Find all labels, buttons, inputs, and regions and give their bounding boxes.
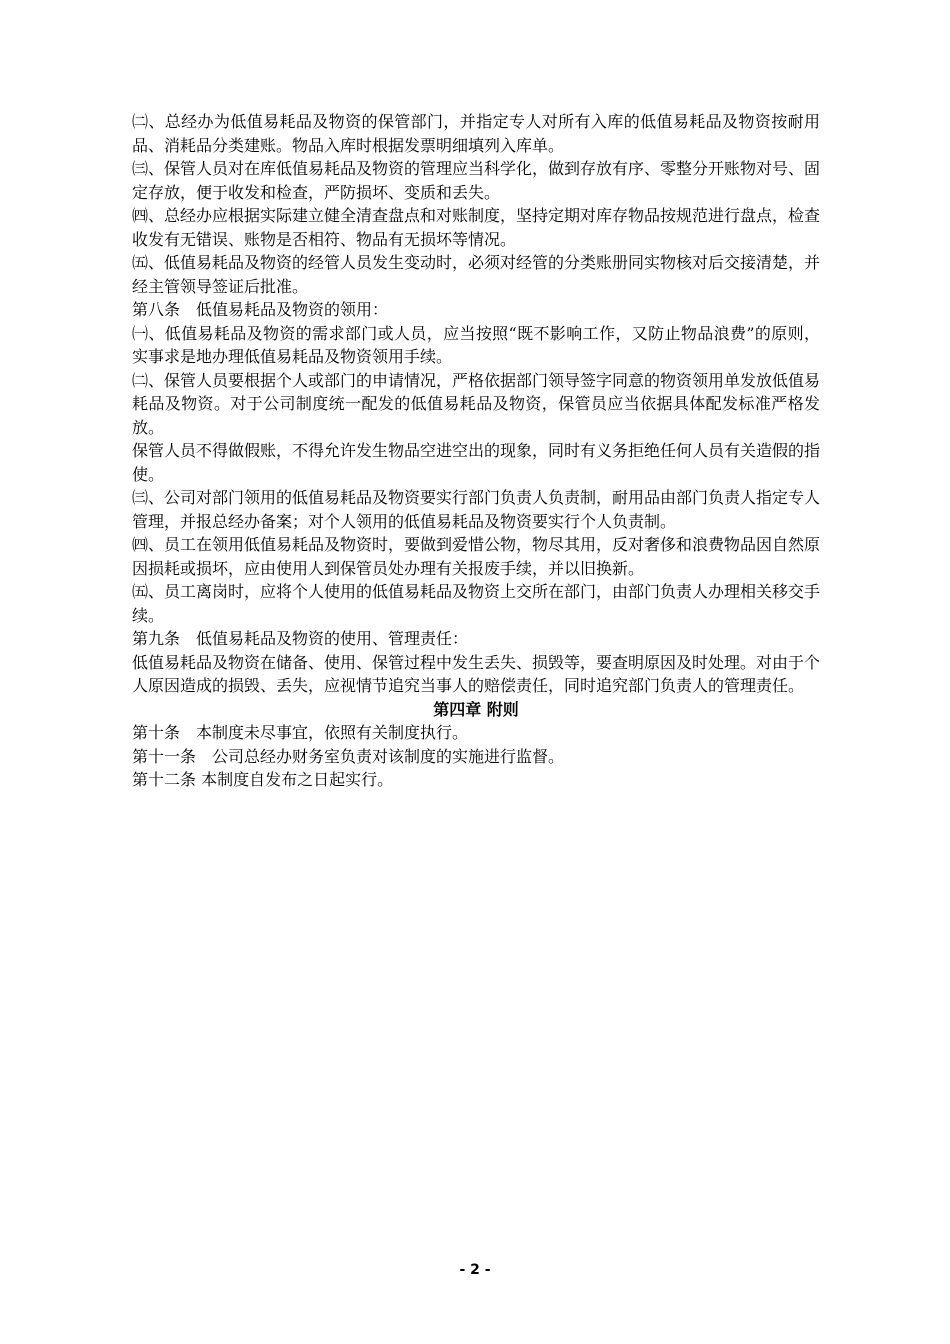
article-12: 第十二条 本制度自发布之日起实行。	[132, 770, 394, 789]
article-11: 第十一条 公司总经办财务室负责对该制度的实施进行监督。	[132, 746, 565, 766]
paragraph-4-inventory-check: ㈣、总经办应根据实际建立健全清查盘点和对账制度，坚持定期对库存物品按规范进行盘点，检查收发有无错误、账物是否相符、物品有无损坏等情况。	[132, 206, 821, 249]
paragraph-8-2-issuance: ㈡、保管人员要根据个人或部门的申请情况，严格依据部门领导签字同意的物资领用单发放低值易耗品及物资。对于公司制度统一配发的低值易耗品及物资，保管员应当依据具体配发标准严格发放。	[132, 370, 821, 437]
paragraph-8-4-usage: ㈣、员工在领用低值易耗品及物资时，要做到爱惜公物，物尽其用，反对奢侈和浪费物品因自然原因损耗或损坏，应由使用人到保管员处办理有关报废手续，并以旧换新。	[132, 535, 821, 578]
document-body	[132, 110, 820, 792]
article-8-title: 第八条 低值易耗品及物资的领用：	[132, 300, 389, 319]
paragraph-8-1-requisition: ㈠、低值易耗品及物资的需求部门或人员，应当按照“既不影响工作，又防止物品浪费”的原则，实事求是地办理低值易耗品及物资领用手续。	[132, 323, 820, 366]
article-10: 第十条 本制度未尽事宜，依照有关制度执行。	[132, 723, 469, 742]
paragraph-8-3-responsibility: ㈢、公司对部门领用的低值易耗品及物资要实行部门负责人负责制，耐用品由部门负责人指定专人管理，并报总经办备案；对个人领用的低值易耗品及物资要实行个人负责制。	[132, 488, 821, 531]
article-9-title: 第九条 低值易耗品及物资的使用、管理责任：	[132, 629, 469, 648]
page-number: - 2 -	[459, 1262, 491, 1278]
paragraph-8-5-departure: ㈤、员工离岗时，应将个人使用的低值易耗品及物资上交所在部门，由部门负责人办理相关移交手续。	[132, 582, 821, 625]
paragraph-2-storage-dept: ㈡、总经办为低值易耗品及物资的保管部门，并指定专人对所有入库的低值易耗品及物资按耐用品、消耗品分类建账。物品入库时根据发票明细填列入库单。	[132, 112, 820, 155]
paragraph-3-storage-management: ㈢、保管人员对在库低值易耗品及物资的管理应当科学化，做到存放有序、零整分开账物对号、固定存放，便于收发和检查，严防损坏、变质和丢失。	[132, 159, 821, 202]
paragraph-8-2-no-false-accounts: 保管人员不得做假账，不得允许发生物品空进空出的现象，同时有义务拒绝任何人员有关造假的指使。	[132, 441, 821, 484]
paragraph-5-handover: ㈤、低值易耗品及物资的经管人员发生变动时，必须对经管的分类账册同实物核对后交接清楚，并经主管领导签证后批准。	[132, 253, 821, 296]
chapter-heading: 第四章 附则	[433, 699, 519, 719]
paragraph-9-liability: 低值易耗品及物资在储备、使用、保管过程中发生丢失、损毁等，要查明原因及时处理。对由于个人原因造成的损毁、丢失，应视情节追究当事人的赔偿责任，同时追究部门负责人的管理责任。	[132, 652, 821, 695]
